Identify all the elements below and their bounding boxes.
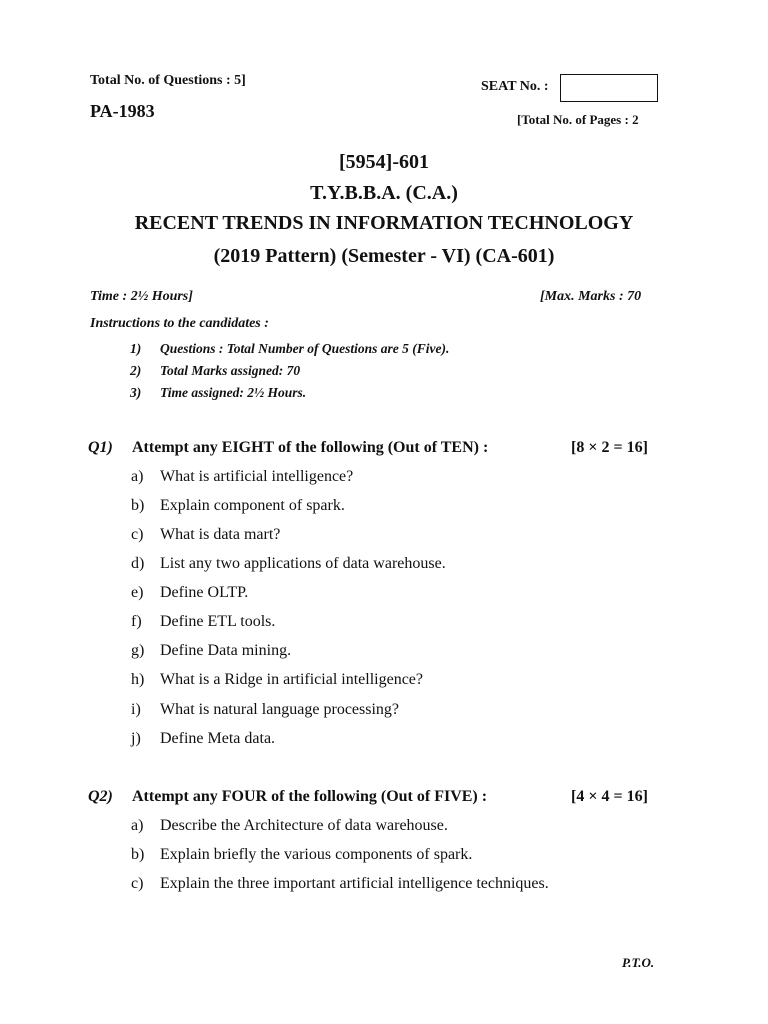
question-marks: [8 × 2 = 16]: [571, 439, 648, 456]
sub-question-label: i): [131, 701, 141, 718]
instruction-item: [130, 341, 449, 357]
sub-question-label: g): [131, 642, 145, 659]
sub-question-text: What is natural language processing?: [160, 701, 400, 718]
sub-question-text: What is artificial intelligence?: [160, 468, 354, 485]
question-number: Q1): [88, 439, 113, 456]
question-text: Attempt any FOUR of the following (Out of FIVE) :: [132, 788, 488, 805]
sub-question-label: f): [131, 613, 142, 630]
instruction-text: Time assigned: 2½ Hours.: [160, 385, 307, 400]
sub-question-text: Describe the Architecture of data warehouse.: [160, 817, 448, 834]
sub-question-label: j): [131, 730, 141, 747]
instruction-text: Total Marks assigned: 70: [160, 363, 301, 378]
instruction-number: 2): [130, 363, 142, 378]
sub-question-text: Define OLTP.: [160, 584, 249, 601]
sub-question: [131, 555, 446, 573]
sub-question: [131, 671, 423, 689]
sub-question: [131, 846, 472, 864]
instruction-number: 3): [130, 385, 142, 400]
sub-question: [131, 642, 291, 660]
sub-question-text: Define ETL tools.: [160, 613, 276, 630]
sub-question: [131, 730, 275, 748]
total-pages: [Total No. of Pages : 2: [517, 112, 639, 127]
max-marks: [Max. Marks : 70: [540, 289, 642, 304]
question-marks: [4 × 4 = 16]: [571, 788, 648, 805]
question-heading: [88, 788, 487, 806]
question-text: Attempt any EIGHT of the following (Out of TEN) :: [132, 439, 489, 456]
sub-question: [131, 584, 248, 602]
instruction-number: 1): [130, 341, 142, 356]
sub-question-text: Explain the three important artificial intelligence techniques.: [160, 875, 549, 892]
instruction-item: [130, 363, 300, 379]
subject-title: RECENT TRENDS IN INFORMATION TECHNOLOGY: [134, 212, 634, 234]
sub-question: [131, 497, 345, 515]
pattern-line: (2019 Pattern) (Semester - VI) (CA-601): [213, 245, 555, 267]
sub-question-label: b): [131, 846, 145, 863]
please-turn-over: P.T.O.: [622, 955, 655, 970]
sub-question-text: Define Data mining.: [160, 642, 292, 659]
sub-question-label: h): [131, 671, 145, 688]
instruction-text: Questions : Total Number of Questions are 5 (Five).: [160, 341, 450, 356]
sub-question-text: Explain briefly the various components of spark.: [160, 846, 473, 863]
sub-question: [131, 701, 399, 719]
sub-question-label: c): [131, 875, 144, 892]
seat-number-label: SEAT No. :: [481, 79, 549, 94]
instruction-item: [130, 385, 306, 401]
seat-number-box: [560, 74, 658, 102]
exam-time: Time : 2½ Hours]: [90, 289, 193, 304]
sub-question-label: d): [131, 555, 145, 572]
sub-question-label: a): [131, 468, 144, 485]
sub-question-label: c): [131, 526, 144, 543]
sub-question-label: b): [131, 497, 145, 514]
sub-question-label: a): [131, 817, 144, 834]
sub-question-text: What is a Ridge in artificial intelligence?: [160, 671, 424, 688]
paper-code: [5954]-601: [339, 151, 429, 173]
sub-question: [131, 875, 549, 893]
course-name: T.Y.B.B.A. (C.A.): [310, 182, 458, 204]
sub-question-text: Define Meta data.: [160, 730, 276, 747]
sub-question: [131, 468, 353, 486]
sub-question: [131, 613, 275, 631]
total-questions: Total No. of Questions : 5]: [90, 73, 246, 88]
sub-question-label: e): [131, 584, 144, 601]
sub-question-text: Explain component of spark.: [160, 497, 345, 514]
sub-question: [131, 526, 280, 544]
sub-question-text: List any two applications of data warehouse.: [160, 555, 446, 572]
paper-id: PA-1983: [90, 101, 155, 121]
question-number: Q2): [88, 788, 113, 805]
sub-question: [131, 817, 448, 835]
question-heading: [88, 439, 488, 457]
sub-question-text: What is data mart?: [160, 526, 281, 543]
instructions-heading: Instructions to the candidates :: [90, 316, 269, 331]
